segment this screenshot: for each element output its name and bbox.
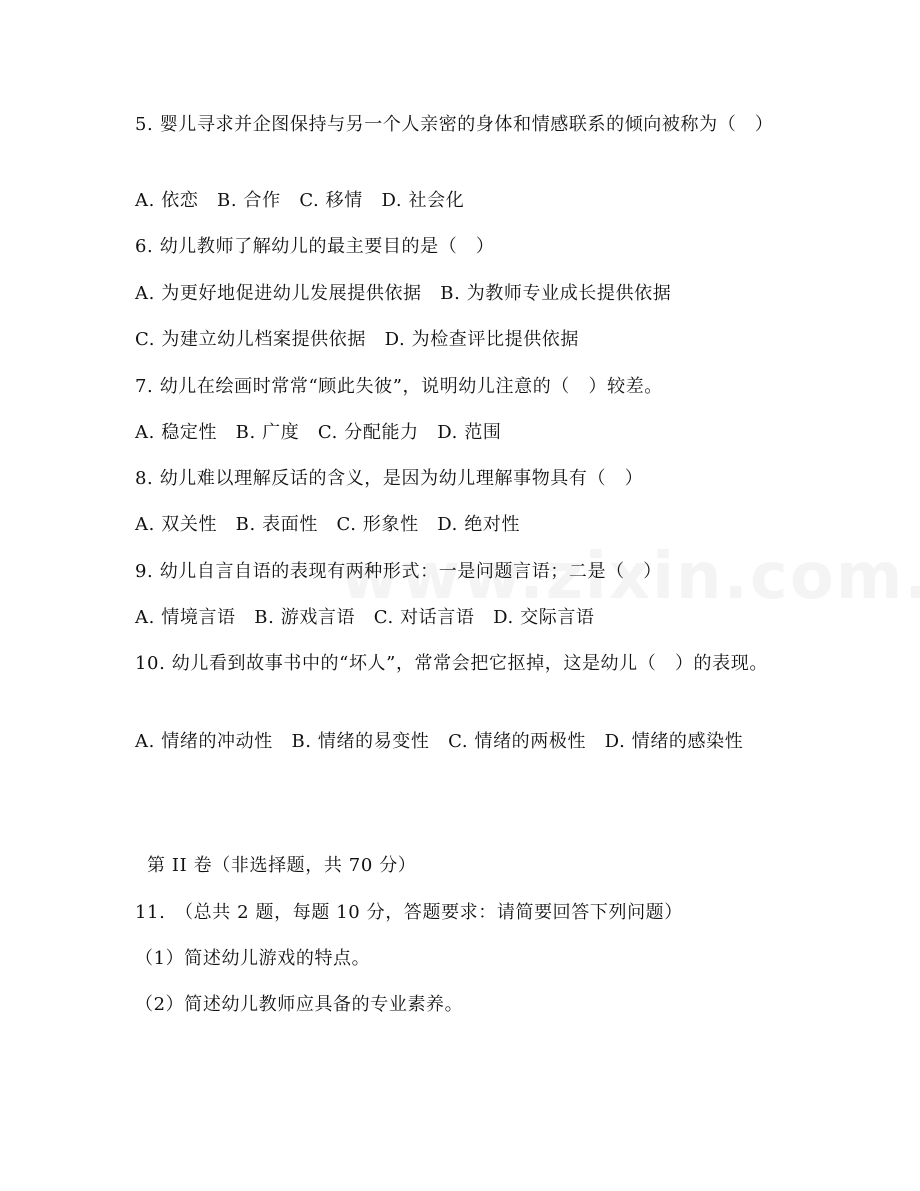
question-9-options: A. 情境言语 B. 游戏言语 C. 对话言语 D. 交际言语: [135, 607, 595, 628]
section-2-title: 第 II 卷（非选择题，共 70 分）: [147, 855, 417, 876]
question-6-options-row1: A. 为更好地促进幼儿发展提供依据 B. 为教师专业成长提供依据: [135, 283, 672, 304]
question-10-stem: 10. 幼儿看到故事书中的“坏人”，常常会把它抠掉，这是幼儿（ ）的表现。: [135, 653, 768, 674]
question-6-options-row2: C. 为建立幼儿档案提供依据 D. 为检查评比提供依据: [135, 329, 580, 350]
question-5-stem: 5. 婴儿寻求并企图保持与另一个人亲密的身体和情感联系的倾向被称为（ ）: [135, 114, 774, 135]
question-8-options: A. 双关性 B. 表面性 C. 形象性 D. 绝对性: [135, 514, 521, 535]
question-8-stem: 8. 幼儿难以理解反话的含义，是因为幼儿理解事物具有（ ）: [135, 468, 644, 489]
question-5-options: A. 依恋 B. 合作 C. 移情 D. 社会化: [135, 190, 465, 211]
question-11-sub-1: （1）简述幼儿游戏的特点。: [135, 948, 371, 969]
question-10-options: A. 情绪的冲动性 B. 情绪的易变性 C. 情绪的两极性 D. 情绪的感染性: [135, 731, 744, 752]
question-6-stem: 6. 幼儿教师了解幼儿的最主要目的是（ ）: [135, 236, 495, 257]
question-7-options: A. 稳定性 B. 广度 C. 分配能力 D. 范围: [135, 422, 502, 443]
question-11-stem: 11. （总共 2 题，每题 10 分，答题要求：请简要回答下列问题）: [135, 902, 683, 923]
question-11-sub-2: （2）简述幼儿教师应具备的专业素养。: [135, 994, 464, 1015]
question-7-stem: 7. 幼儿在绘画时常常“顾此失彼”，说明幼儿注意的（ ）较差。: [135, 376, 663, 397]
question-9-stem: 9. 幼儿自言自语的表现有两种形式：一是问题言语；二是（ ）: [135, 561, 662, 582]
